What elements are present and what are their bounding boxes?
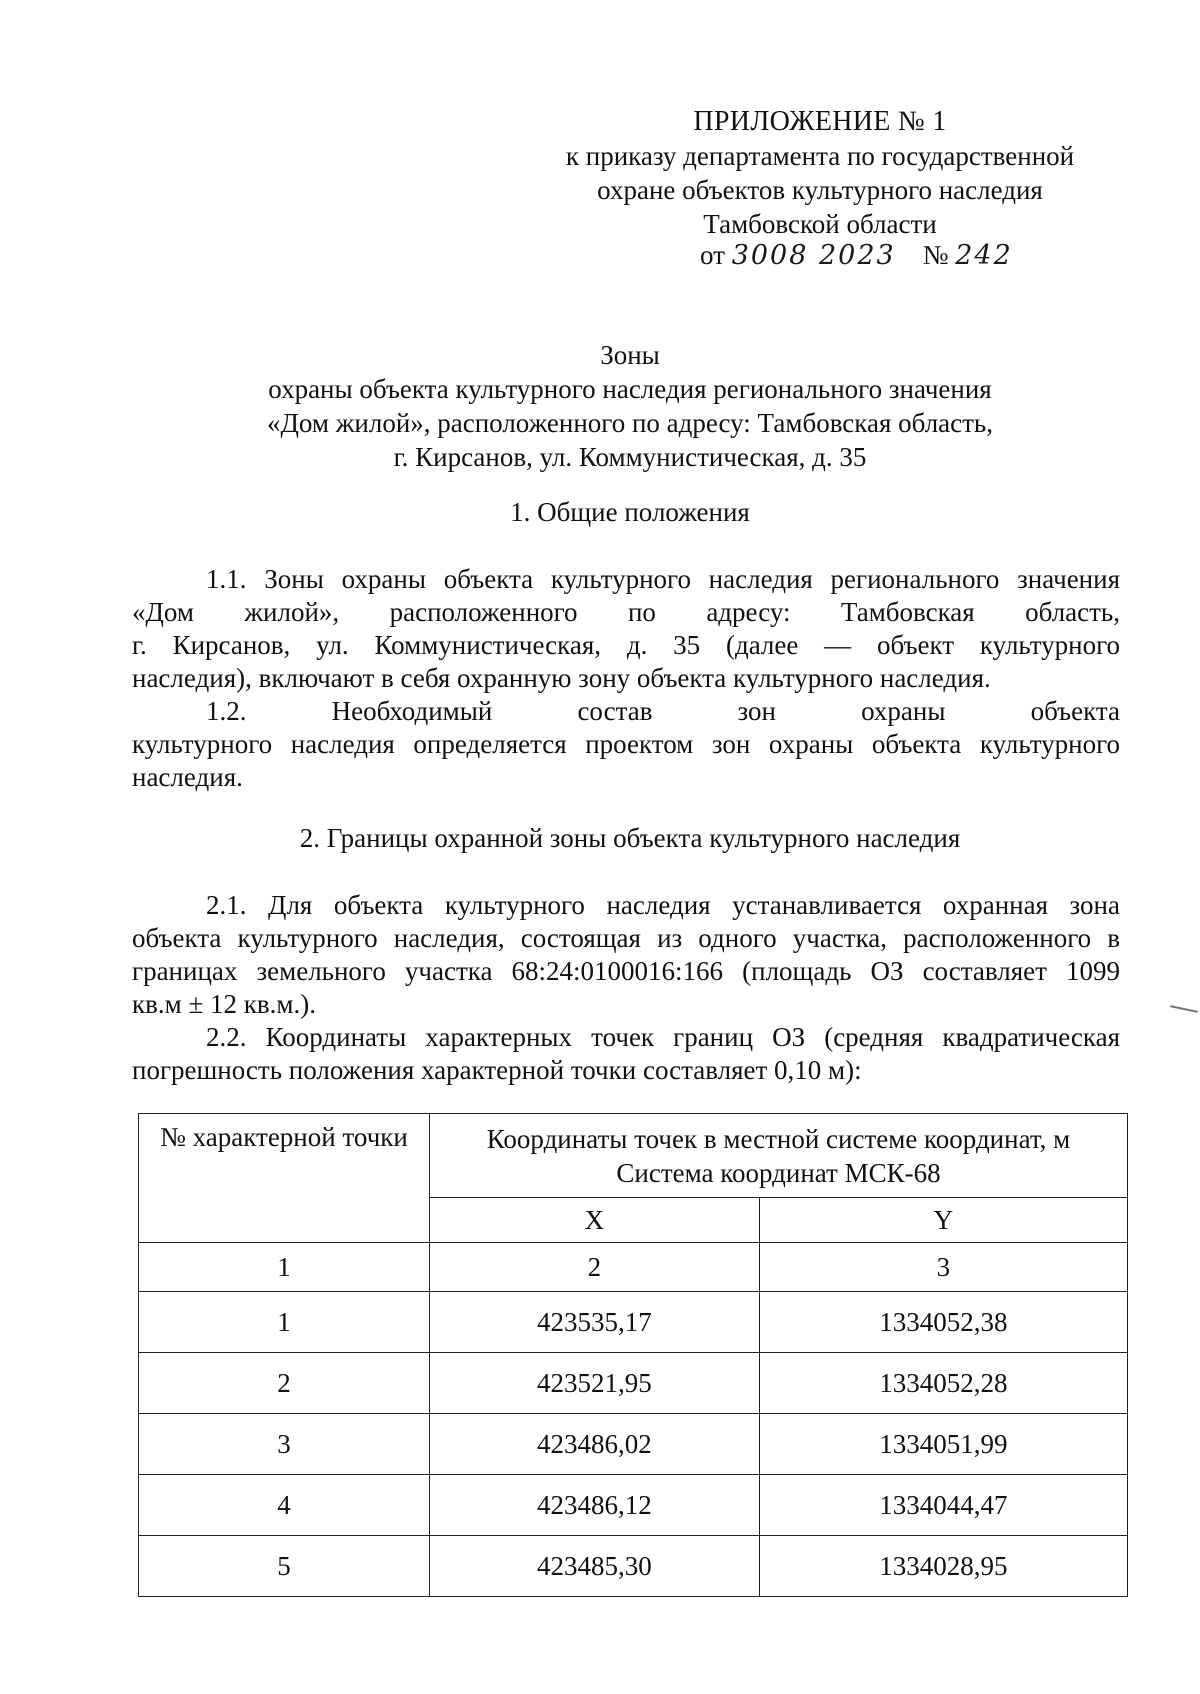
cell-x: 423535,17 [430, 1292, 760, 1353]
appendix-line-3: Тамбовской области [703, 209, 937, 239]
paragraph-1-2 [132, 695, 1120, 794]
cell-x: 423521,95 [430, 1353, 760, 1414]
cell-y: 1334044,47 [759, 1475, 1127, 1536]
scan-mark [1170, 1005, 1198, 1013]
header-coordinates-line-2: Система координат МСК-68 [616, 1158, 941, 1188]
cell-point: 4 [139, 1475, 430, 1536]
paragraph-2-1 [132, 889, 1120, 1021]
p21-line-2: объекта культурного наследия, состоящая из одного участка, расположенного в [132, 923, 1120, 953]
header-coordinates-line-1: Координаты точек в местной системе координат, м [486, 1124, 1071, 1154]
column-number: 2 [430, 1243, 760, 1292]
paragraph-1-1 [132, 563, 1120, 695]
order-prefix: от [700, 240, 725, 270]
document-heading [120, 338, 1140, 474]
cell-y: 1334052,28 [759, 1353, 1127, 1414]
appendix-title: ПРИЛОЖЕНИЕ № 1 [693, 106, 947, 137]
appendix-line-1: к приказу департамента по государственной [565, 141, 1075, 171]
table-row [139, 1475, 1128, 1536]
p11-line-3: г. Кирсанов, ул. Коммунистическая, д. 35 (далее — объект культурного [132, 630, 1120, 660]
table-row [139, 1536, 1128, 1597]
p12-line-1: 1.2. Необходимый состав зон охраны объекта [206, 696, 1120, 726]
section-2-title: 2. Границы охранной зоны объекта культурного наследия [299, 823, 961, 853]
cell-point: 3 [139, 1414, 430, 1475]
cell-point: 2 [139, 1353, 430, 1414]
p21-line-1: 2.1. Для объекта культурного наследия устанавливается охранная зона [206, 890, 1120, 920]
paragraph-2-2 [132, 1021, 1120, 1087]
appendix-header [540, 105, 1100, 241]
order-number-label: № [922, 240, 949, 270]
table-row [139, 1292, 1128, 1353]
section-1-title: 1. Общие положения [510, 497, 750, 527]
cell-y: 1334051,99 [759, 1414, 1127, 1475]
p12-line-2: культурного наследия определяется проектом зон охраны объекта культурного [132, 729, 1120, 759]
cell-y: 1334028,95 [759, 1536, 1127, 1597]
table-row [139, 1353, 1128, 1414]
header-x: X [430, 1198, 760, 1243]
order-reference [700, 240, 1013, 271]
column-number: 3 [759, 1243, 1127, 1292]
cell-y: 1334052,38 [759, 1292, 1127, 1353]
p12-line-3: наследия. [132, 762, 243, 792]
appendix-line-2: охране объектов культурного наследия [597, 175, 1043, 205]
cell-x: 423486,12 [430, 1475, 760, 1536]
table-header-row [139, 1114, 1128, 1198]
p11-line-2: «Дом жилой», расположенного по адресу: Тамбовская область, [132, 597, 1120, 627]
cell-x: 423486,02 [430, 1414, 760, 1475]
header-coordinates [430, 1114, 1128, 1198]
column-number: 1 [139, 1243, 430, 1292]
header-point-number: № характерной точки [139, 1114, 430, 1243]
cell-x: 423485,30 [430, 1536, 760, 1597]
p11-line-4: наследия), включают в себя охранную зону объекта культурного наследия. [132, 663, 991, 693]
table-row [139, 1414, 1128, 1475]
column-numbering-row [139, 1243, 1128, 1292]
coordinates-table [138, 1113, 1128, 1597]
header-y: Y [759, 1198, 1127, 1243]
order-date-handwritten: 3008 2023 [731, 240, 896, 271]
order-number-handwritten: 242 [955, 240, 1013, 271]
heading-line-1: Зоны [600, 340, 660, 370]
heading-line-3: «Дом жилой», расположенного по адресу: Тамбовская область, [267, 408, 993, 438]
heading-line-2: охраны объекта культурного наследия регионального значения [268, 374, 992, 404]
heading-line-4: г. Кирсанов, ул. Коммунистическая, д. 35 [393, 442, 867, 472]
cell-point: 1 [139, 1292, 430, 1353]
cell-point: 5 [139, 1536, 430, 1597]
p21-line-4: кв.м ± 12 кв.м.). [132, 989, 316, 1019]
p21-line-3: границах земельного участка 68:24:0100016:166 (площадь ОЗ составляет 1099 [132, 956, 1120, 986]
p22-line-1: 2.2. Координаты характерных точек границ ОЗ (средняя квадратическая [206, 1022, 1120, 1052]
p22-line-2: погрешность положения характерной точки составляет 0,10 м): [132, 1055, 862, 1085]
p11-line-1: 1.1. Зоны охраны объекта культурного наследия регионального значения [206, 564, 1120, 594]
